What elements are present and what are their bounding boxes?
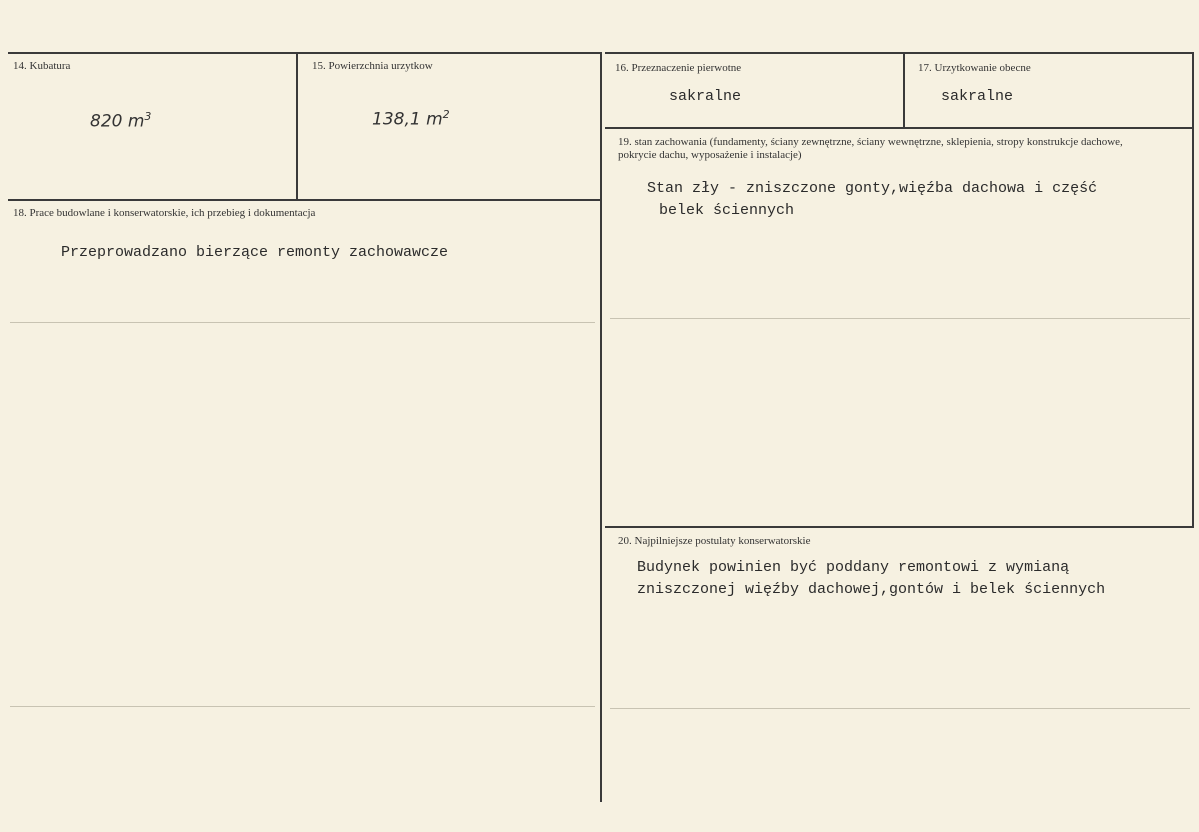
divider-right-row2 [605,526,1193,528]
showthrough-line [610,318,1190,319]
field-17-label: 17. Urzytkowanie obecne [918,62,1031,74]
divider-left-row1 [8,199,600,201]
divider-16-17 [903,52,905,128]
field-20-label: 20. Najpilniejsze postulaty konserwatorskie [618,535,811,547]
field-19-value-line1: Stan zły - zniszczone gonty,więźba dachowa i część [647,180,1098,197]
divider-right-row1 [605,127,1193,129]
showthrough-line [10,322,595,323]
top-border-right [605,52,1193,54]
showthrough-line [10,706,595,707]
field-14-value [90,110,151,132]
field-18-value: Przeprowadzano bierzące remonty zachowawcze [61,244,449,261]
divider-14-15 [296,52,298,200]
field-15-label: 15. Powierzchnia urzytkow [312,60,433,72]
field-19-value-line2: belek ściennych [659,202,795,219]
field-17-value: sakralne [941,88,1014,105]
showthrough-line [610,708,1190,709]
field-15-exponent: 2 [442,108,450,121]
field-14-label: 14. Kubatura [13,60,71,72]
right-border [1192,52,1194,528]
field-14-unit: m [127,111,145,132]
field-20-value-line1: Budynek powinien być poddany remontowi z wymianą [637,559,1070,576]
field-14-number: 820 [90,111,123,132]
field-14-exponent: 3 [144,110,152,123]
field-15-number: 138,1 [372,109,421,130]
field-15-value [372,108,450,130]
field-16-label: 16. Przeznaczenie pierwotne [615,62,742,74]
field-18-label: 18. Prace budowlane i konserwatorskie, ich przebieg i dokumentacja [13,207,316,219]
field-19-label: 19. stan zachowania (fundamenty, ściany zewnętrzne, ściany wewnętrzne, sklepienia, stropy konstrukcje dachowe, pokrycie dachu, wyposażenie i instalacje) [618,136,1123,161]
field-16-value: sakralne [669,88,742,105]
field-20-value-line2: zniszczonej więźby dachowej,gontów i belek ściennych [637,581,1106,598]
top-border-left [8,52,600,54]
field-15-unit: m [426,109,443,130]
center-divider [600,52,602,802]
